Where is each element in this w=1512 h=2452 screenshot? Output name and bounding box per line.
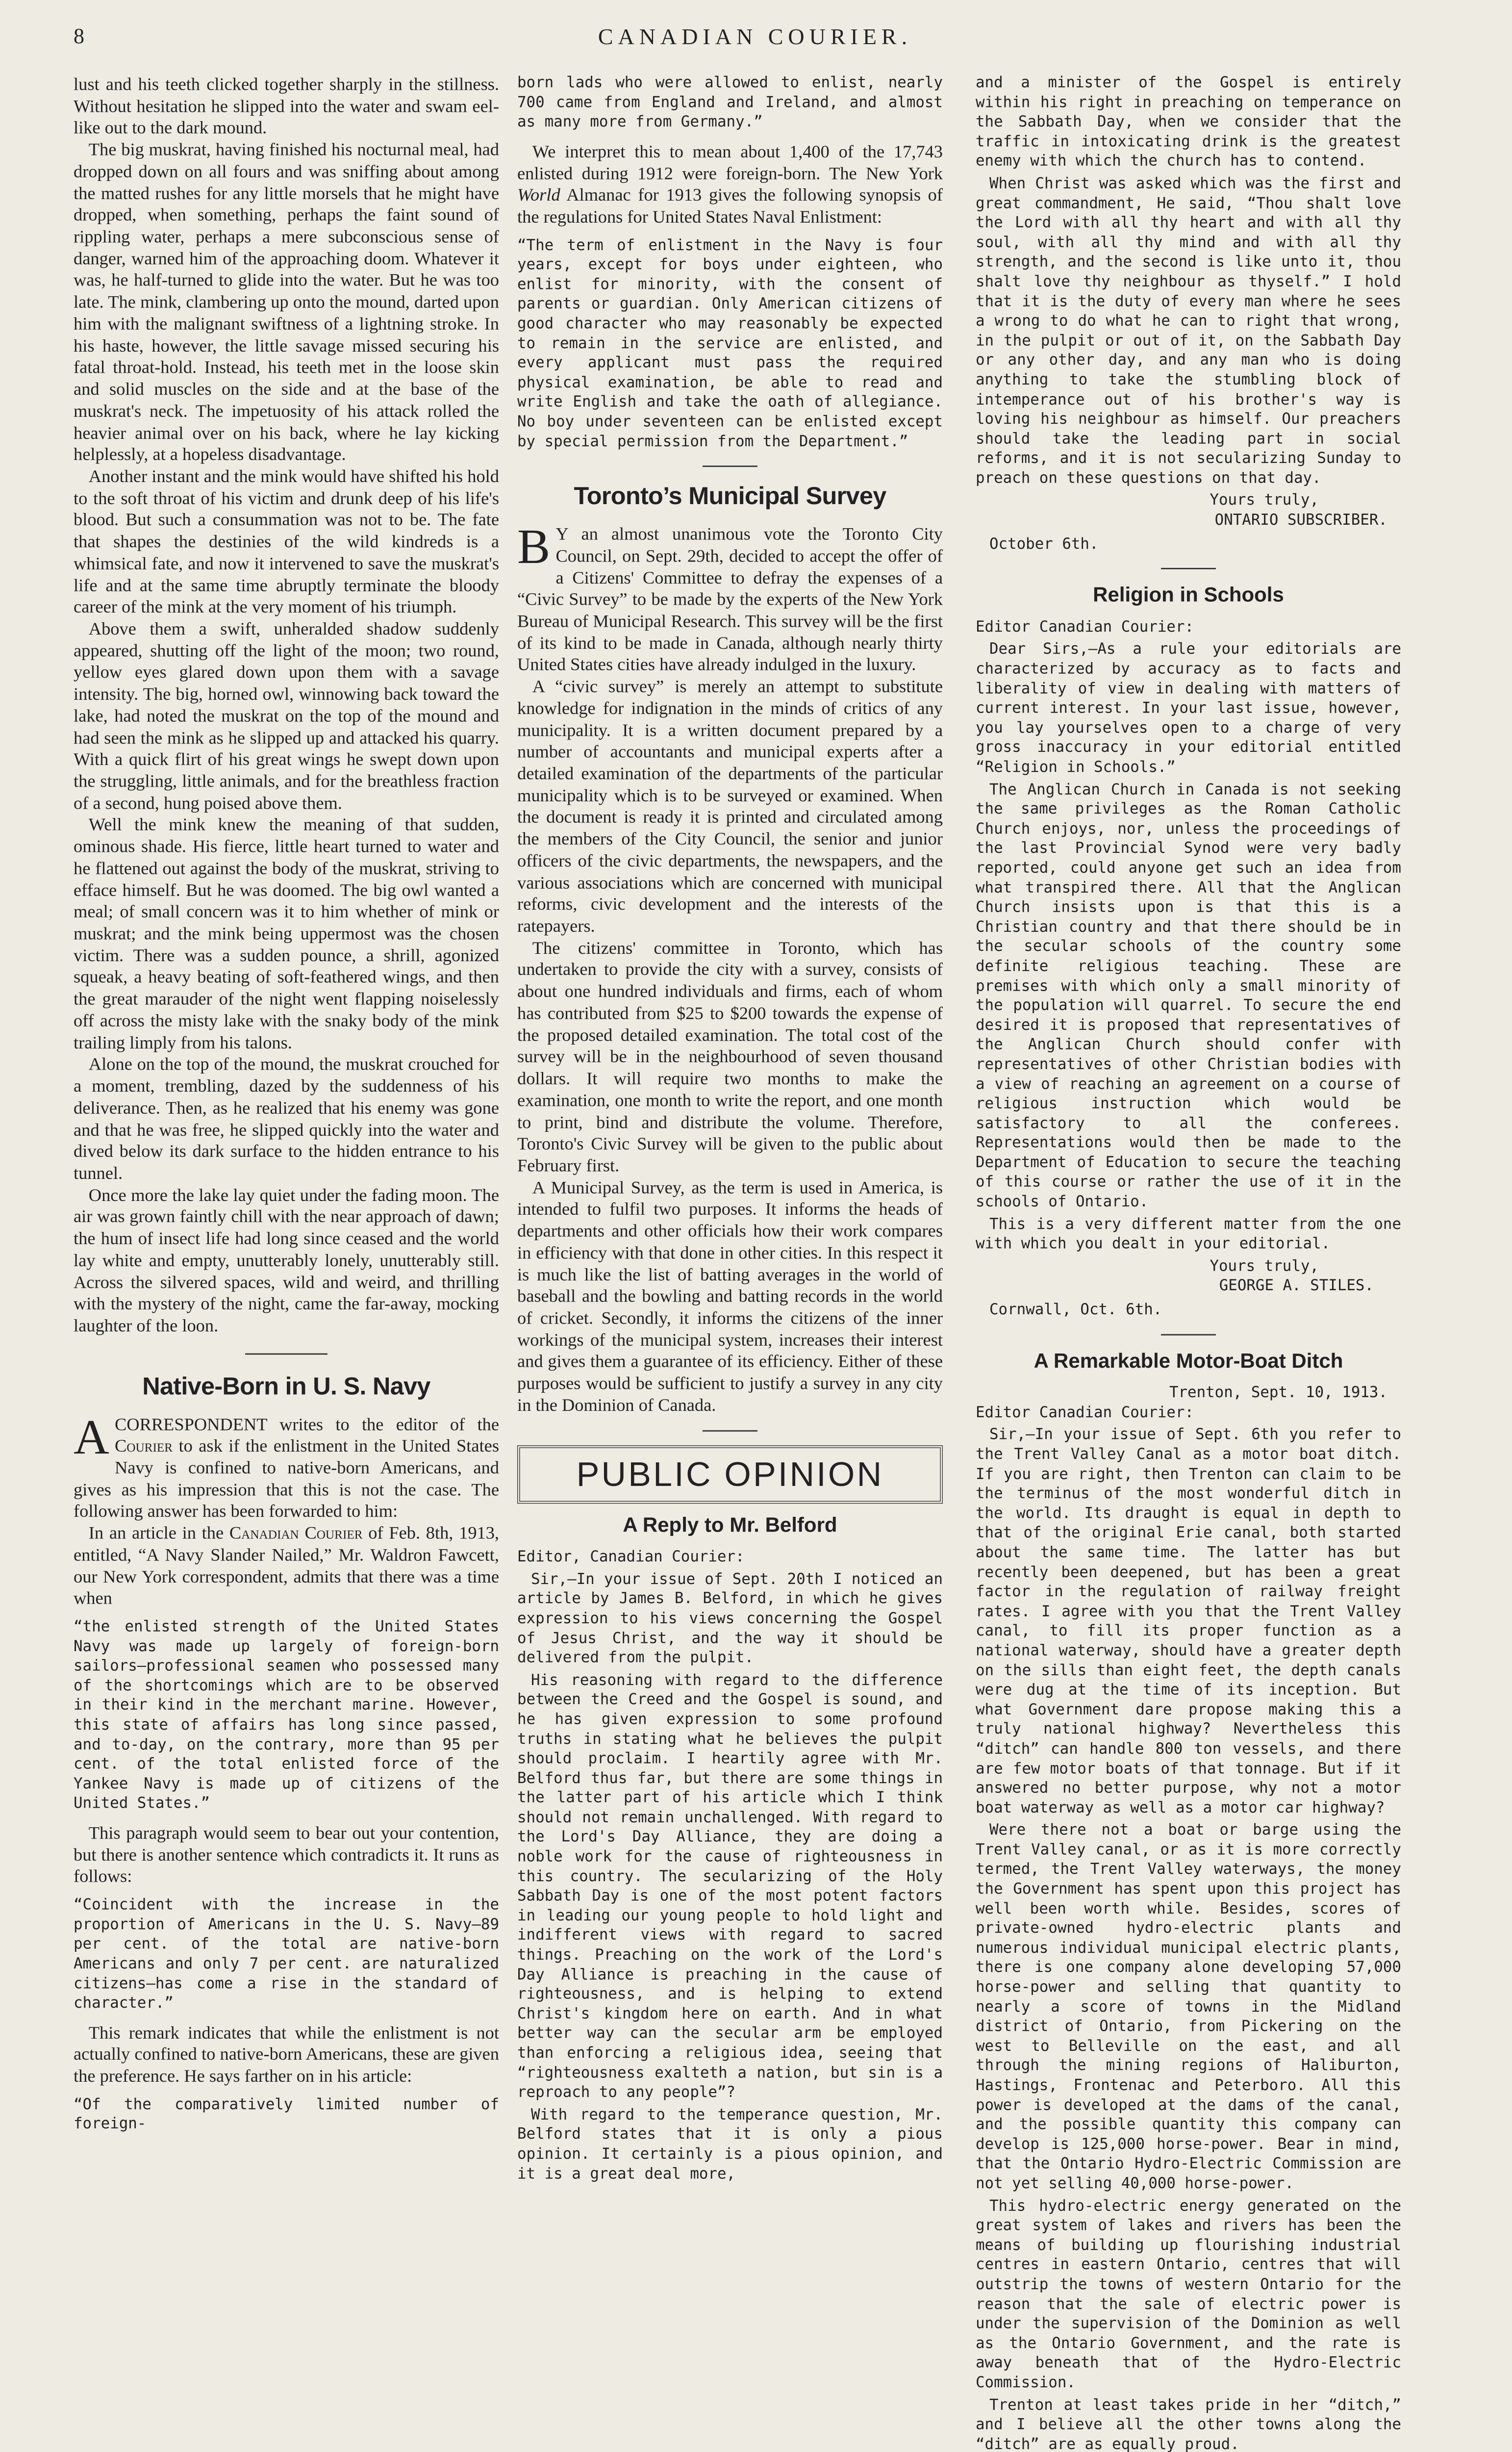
quotation: “Coincident with the increase in the proportion of Americans in the U. S. Navy—89 per cent. of the total are native-born Americans and only 7 per cent. are naturalized citizens—has come a rise in the standard of character.”: [74, 1896, 499, 2012]
section-divider: [1161, 1334, 1216, 1335]
letter-salutation: Editor Canadian Courier:: [976, 1404, 1194, 1421]
article-paragraph: A Municipal Survey, as the term is used in America, is intended to fulfil two purposes. It informs the heads of departments and other officials how their work compares in efficiency with that done in other cities. In this respect it is much like the list of batting averages in the world of baseball and the bowling and batting records in the world of cricket. Secondly, it informs the citizens of the inner workings of the municipal system, increases their interest and gives them a guarantee of its efficiency. Either of these purposes would be sufficient to justify a survey in any city in the Dominion of Canada.: [517, 1177, 943, 1415]
letter-signature: ONTARIO SUBSCRIBER.: [1214, 511, 1387, 529]
article-paragraph: In an article in the Canadian Courier of Feb. 8th, 1913, entitled, “A Navy Slander Nailed,” Mr. Waldron Fawcett, our New York correspondent, admits that there was a time when: [74, 1523, 499, 1609]
page-header: [74, 24, 1436, 53]
belford-letter: [517, 1513, 943, 2184]
religion-headline: Religion in Schools: [1093, 584, 1284, 607]
story-paragraph: Well the mink knew the meaning of that sudden, ominous shade. His fierce, little heart turned to water and he flattened out against the body of the muskrat, striving to efface himself. But he was doomed. The big owl wanted a meal; of small concern was it to him whether of mink or muskrat; and the mink being uppermost was the chosen victim. There was a sudden pounce, a shrill, agonized squeak, a heavy beating of soft-feathered wings, and then the great marauder of the night went flapping noiselessly off across the misty lake with the snaky body of the mink trailing limply from his talons.: [74, 815, 499, 1052]
letter-body: Dear Sirs,—As a rule your editorials are characterized by accuracy as to facts and liberality of view in dealing with matters of current interest. In your last issue, however, you lay yourselves open to a charge of very gross inaccuracy in your editorial entitled “Religion in Schools.” The Anglican Church in Canada is not seeking the same privileges as the Roman Catholic Church enjoys, nor, unless the proceedings of the last Provincial Synod were very badly reported, could anyone get such an idea from what transpired there. All that the Anglican Church insists upon is that this is a Christian country and that there should be in the secular schools of the country some definite religious teaching. These are premises with which only a small minority of the population will quarrel. To secure the end desired it is proposed that representatives of the Anglican Church should confer with representatives of other Christian bodies with a view of reaching an agreement on a course of religious instruction which would be satisfactory to all the conferees. Representations would then be made to the Department of Education to secure the teaching of this course or rather the use of it in the schools of Ontario. This is a very different matter from the one with which you dealt in your editorial.: [976, 641, 1401, 1253]
article-paragraph: A “civic survey” is merely an attempt to substitute knowledge for indignation in the minds of critics of any municipality. It is a written document prepared by a number of accountants and municipal experts after a detailed examination of the departments of the particular municipality which is to be surveyed or examined. When the document is ready it is printed and circulated among the members of the City Council, the senior and junior officers of the civic departments, the newspapers, and the various associations which are concerned with municipal reforms, civic development and the interests of the ratepayers.: [517, 676, 943, 936]
article-paragraph: This paragraph would seem to bear out your contention, but there is another sentence which contradicts it. It runs as follows:: [74, 1823, 499, 1887]
page-number: 8: [74, 24, 84, 48]
column-3: [976, 74, 1401, 2452]
survey-article: [517, 481, 943, 1416]
ditch-headline: A Remarkable Motor-Boat Ditch: [1033, 1350, 1343, 1373]
story-paragraph: Above them a swift, unheralded shadow suddenly appeared, shutting off the light of the moon; two round, yellow eyes glared down upon them with a savage intensity. The big, horned owl, winnowing back toward the lake, had noted the muskrat on the top of the mound and had seen the mink as he slipped up and attacked his quarry. With a quick flirt of his great wings he swept down upon the struggling, little animals, and for the breathless fraction of a second, hung poised above them.: [74, 618, 499, 813]
quotation: “The term of enlistment in the Navy is four years, except for boys under eighteen, who enlist for minority, with the consent of parents or guardian. Only American citizens of good character who may reasonably be expected to remain in the service are enlisted, and every applicant must pass the required physical examination, be able to read and write English and take the oath of allegiance. No boy under seventeen can be enlisted except by special permission from the Department.”: [517, 236, 943, 451]
quotation: born lads who were allowed to enlist, nearly 700 came from England and Ireland, and almost as many more from Germany.”: [517, 74, 943, 131]
article-paragraph: ACORRESPONDENT writes to the editor of the Courier to ask if the enlistment in the United States Navy is confined to native-born Americans, and gives as his impression that this is not the case. The following answer has been forwarded to him:: [74, 1409, 499, 1521]
article-paragraph: We interpret this to mean about 1,400 of the 17,743 enlisted during 1912 were foreign-born. The New York World Almanac for 1913 gives the following synopsis of the regulations for United States Naval Enlistment:: [517, 141, 943, 227]
story-paragraph: lust and his teeth clicked together sharply in the stillness. Without hesitation he slipped into the water and swam eel-like out to the dark mound.: [74, 74, 499, 138]
ditch-letter: [976, 1349, 1401, 2452]
article-paragraph: The citizens' committee in Toronto, which has undertaken to provide the city with a survey, consists of about one hundred individuals and firms, each of whom has contributed from $25 to $200 towards the expense of the proposed detailed examination. The total cost of the survey will be in the neighbourhood of seven thousand dollars. It will require two months to make the examination, one month to write the report, and one month to print, bind and distribute the volume. Therefore, Toronto's Civic Survey will be given to the public about February first.: [517, 938, 943, 1175]
letter-signature: GEORGE A. STILES.: [1219, 1277, 1374, 1295]
article-paragraph: B Y an almost unanimous vote the Toronto City Council, on Sept. 29th, decided to accept the offer of a Citizens' Committee to defray the expenses of a “Civic Survey” to be made by the experts of the New York Bureau of Municipal Research. This survey will be the first of its kind to be made in Canada, although nearly thirty United States cities have already indulged in the luxury.: [517, 519, 943, 675]
navy-headline: Native-Born in U. S. Navy: [142, 1371, 430, 1400]
running-head: CANADIAN COURIER.: [598, 24, 912, 49]
letter-place: Cornwall, Oct. 6th.: [989, 1301, 1162, 1319]
column-2: [517, 74, 943, 2452]
navy-article: [74, 1371, 499, 2135]
public-opinion-banner: PUBLIC OPINION: [517, 1445, 943, 1504]
section-divider: [703, 466, 757, 467]
section-divider: [245, 1353, 328, 1354]
story-paragraph: Another instant and the mink would have shifted his hold to the soft throat of his victim and drunk deep of his life's blood. But such a consummation was not to be. The fate that shapes the destinies of the wild kindreds is a whimsical fate, and now it intervened to save the muskrat's life and at the same time abruptly terminate the bloody career of the mink at the very moment of his triumph.: [74, 466, 499, 617]
story-paragraph: The big muskrat, having finished his nocturnal meal, had dropped down on all fours and was sniffing about among the matted rushes for any little morsels that he might have dropped, when something, perhaps the faint sound of rippling water, perhaps a mere subconscious sense of danger, warned him of the approaching doom. Whatever it was, he half-turned to glide into the water. But he was too late. The mink, clambering up onto the mound, darted upon him with the malignant swiftness of a lightning stroke. In his haste, however, the little savage missed securing his fatal throat-hold. Instead, his teeth met in the loose skin and solid muscles on the side and at the base of the muskrat's neck. The impetuosity of his attack rolled the heavier animal over on his back, where he lay kicking helplessly, at a hopeless disadvantage.: [74, 139, 499, 464]
survey-headline: Toronto’s Municipal Survey: [574, 481, 886, 510]
letter-salutation: Editor Canadian Courier:: [976, 618, 1194, 636]
letter-body: and a minister of the Gospel is entirely within his right in preaching on temperance on the Sabbath Day, when we consider that the traffic in intoxicating drink is the greatest enemy with which the church has to contend. When Christ was asked which was the first and great commandment, He said, “Thou shalt love the Lord with all thy heart and with all thy soul, with all thy mind and with all thy strength, and the second is like unto it, thou shalt love thy neighbour as thyself.” I hold that it is the duty of every man where he sees a wrong to do what he can to right that wrong, in the pulpit or out of it, on the Sabbath Day or any other day, and any man who is doing anything to take the stumbling block of intemperance out of his brother's way is loving his neighbour as himself. Our preachers should take the leading part in social reforms, and it is not secularizing Sunday to preach on these questions on that day.: [976, 74, 1401, 487]
letter-closing: Yours truly,: [1210, 1257, 1319, 1275]
letter-salutation: Editor, Canadian Courier:: [517, 1548, 745, 1566]
religion-letter: [976, 583, 1401, 1320]
letter-body: Sir,—In your issue of Sept. 6th you refer to the Trent Valley Canal as a motor boat ditch. If you are right, then Trenton can claim to be the terminus of the most wonderful ditch in the world. Its draught is equal in depth to that of the original Erie canal, both started about the same time. The latter has but recently been deepened, but has been a great factor in the regulation of railway freight rates. I agree with you that the Trent Valley canal, to fill its proper function as a national waterway, should have a greater depth on the sills than eight feet, the depth canals were dug at the time of its inception. But what Government dare propose making this a truly national highway? Nevertheless this “ditch” can handle 800 ton vessels, and there are few motor boats of that tonnage. But if it answered no better purpose, why not a motor boat waterway as well as a motor car highway? Were there not a boat or barge using the Trent Valley canal, or as it is more correctly termed, the Trent Valley waterways, the money the Government has spent upon this project has well been worth while. Besides, scores of private-owned hydro-electric plants and numerous individual municipal electric plants, there is one company alone developing 57,000 horse-power and selling that quantity to nearly a score of towns in the Midland district of Ontario, from Pickering on the west to Belleville on the east, and all through the mining regions of Haliburton, Hastings, Frontenac and Peterboro. All this power is developed at the dams of the canal, and the possible quantity this company can develop is 125,000 horse-power. Bear in mind, that the Ontario Hydro-Electric Commission are not yet selling 40,000 horse-power. This hydro-electric energy generated on the great system of lakes and rivers has been the means of building up flourishing industrial centres in eastern Ontario, centres that will outstrip the towns of western Ontario for the reason that the sale of electric power is under the supervision of the Dominion as well as the Ontario Government, and the rate is away beneath that of the Hydro-Electric Commission. Trenton at least takes pride in her “ditch,” and I believe all the other towns along the “ditch” are as equally proud.: [976, 1426, 1401, 2452]
letter-date: October 6th.: [989, 535, 1099, 553]
quotation: “the enlisted strength of the United States Navy was made up largely of foreign-born sailors—professional seamen who possessed many of the shortcomings which are to be observed in their kind in the merchant marine. However, this state of affairs has long since passed, and to-day, on the contrary, more than 95 per cent. of the total enlisted force of the Yankee Navy is made up of citizens of the United States.”: [74, 1618, 499, 1813]
letter-dateline: Trenton, Sept. 10, 1913.: [1169, 1384, 1387, 1402]
letter-closing: Yours truly,: [1210, 492, 1319, 510]
letter-body: Sir,—In your issue of Sept. 20th I noticed an article by James B. Belford, in which he gives expression to his views concerning the Gospel of Jesus Christ, and the way it should be delivered from the pulpit. His reasoning with regard to the difference between the Creed and the Gospel is sound, and he has given expression to some profound truths in stating what he believes the pulpit should proclaim. I heartily agree with Mr. Belford thus far, but there are some things in the latter part of his article which I think should not remain unchallenged. With regard to the Lord's Day Alliance, they are doing a noble work for the cause of righteousness in this country. The secularizing of the Holy Sabbath Day is one of the most potent factors in leading our young people to hold light and indifferent views with regard to sacred things. Preaching on the work of the Lord's Day Alliance is preaching in the cause of righteousness, and is helping to extend Christ's kingdom here on earth. And in what better way can the secular arm be employed than enforcing a religious idea, seeing that “righteousness exalteth a nation, but sin is a reproach to any people”? With regard to the temperance question, Mr. Belford states that it is only a pious opinion. It certainly is a pious opinion, and it is a great deal more,: [517, 1571, 943, 2183]
story-paragraph: Once more the lake lay quiet under the fading moon. The air was grown faintly chill with the near approach of dawn; the hum of insect life had long since ceased and the world lay white and empty, unutterably lonely, unutterably still. Across the silvered spaces, wild and weird, and thrilling with the mystery of the night, came the far-away, mocking laughter of the loon.: [74, 1185, 499, 1336]
section-divider: [703, 1430, 757, 1431]
belford-headline: A Reply to Mr. Belford: [623, 1513, 837, 1536]
article-paragraph: This remark indicates that while the enlistment is not actually confined to native-born Americans, these are given the preference. He says farther on in his article:: [74, 2022, 499, 2086]
drop-cap: A: [74, 1409, 109, 1464]
quotation: “Of the comparatively limited number of foreign-: [74, 2096, 499, 2133]
story-paragraph: Alone on the top of the mound, the muskrat crouched for a moment, trembling, dazed by the suddenness of his deliverance. Then, as he realized that his enemy was gone and that he was free, he slipped quickly into the water and dived below its dark surface to the hidden entrance to his tunnel.: [74, 1054, 499, 1183]
section-divider: [1161, 568, 1216, 569]
column-1: [74, 74, 499, 2452]
drop-cap: B: [517, 519, 551, 574]
muskrat-story: [74, 74, 499, 1337]
